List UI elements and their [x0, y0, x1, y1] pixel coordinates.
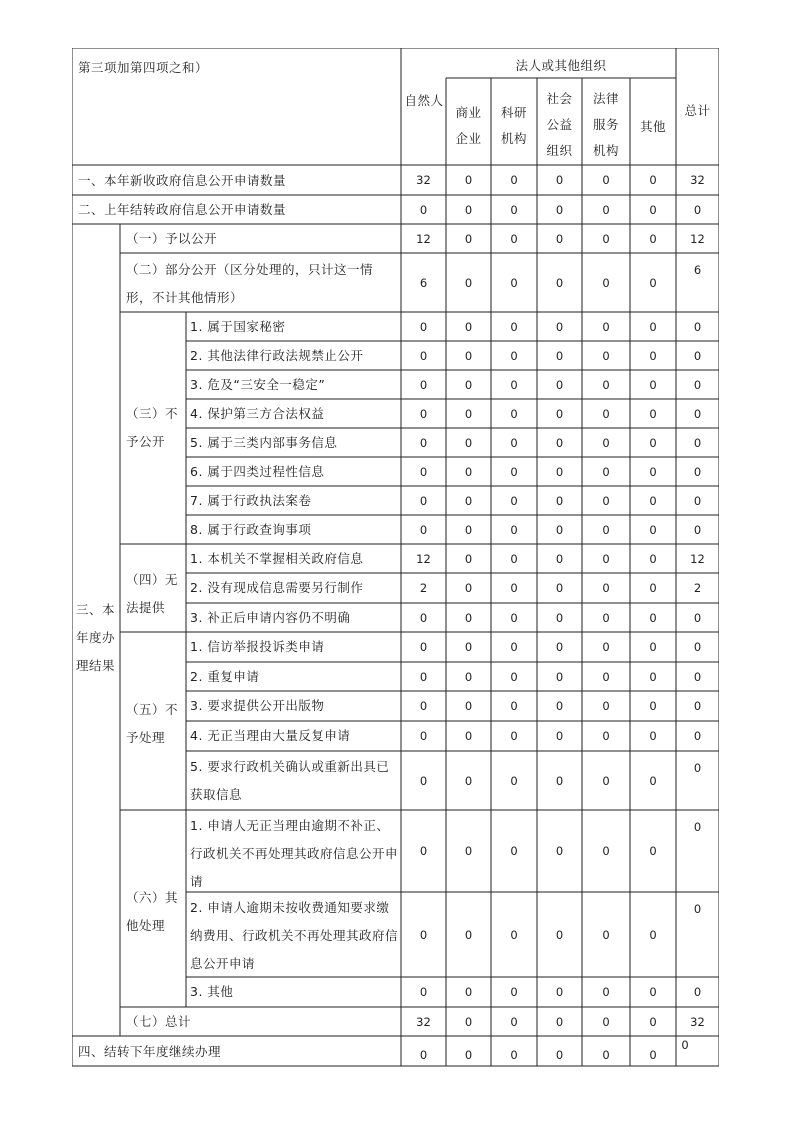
- not-disclose-item-7-label: 7. 属于行政执法案卷: [190, 492, 312, 508]
- cannot-provide-item-3-value-3: 0: [510, 610, 518, 625]
- not-disclose-item-3-value-5: 0: [602, 377, 610, 392]
- disclose-value-4: 0: [555, 231, 564, 246]
- cannot-provide-item-2-value-5: 0: [602, 581, 610, 595]
- other-process-item-3-value-7: 0: [693, 985, 702, 999]
- not-disclose-item-2-value-7: 0: [693, 348, 702, 363]
- disclose-label: （一）予以公开: [126, 231, 218, 246]
- cannot-provide-item-3-value-4: 0: [555, 610, 564, 625]
- other-process-item-1-value-1: 0: [419, 844, 428, 858]
- not-process-item-2-value-3: 0: [510, 669, 518, 684]
- not-process-item-5-value-6: 0: [649, 773, 657, 788]
- not-disclose-item-7-value-5: 0: [602, 493, 610, 508]
- cannot-provide-item-2-label: 2. 没有现成信息需要另行制作: [190, 580, 364, 595]
- other-process-item-1-value-7: 0: [693, 820, 702, 834]
- not-disclose-item-8-value-7: 0: [693, 522, 702, 537]
- other-process-item-3-value-6: 0: [649, 985, 657, 999]
- not-process-item-4-value-3: 0: [510, 729, 518, 743]
- cannot-provide-item-1-value-4: 0: [555, 551, 564, 566]
- cannot-provide-item-3-label: 3. 补正后申请内容仍不明确: [190, 609, 351, 625]
- not-process-label: （五）不予处理: [126, 702, 179, 745]
- not-process-item-1-value-3: 0: [510, 640, 518, 654]
- org-header-2: 科研机构: [500, 105, 527, 146]
- cannot-provide-item-1-value-2: 0: [464, 551, 473, 566]
- not-disclose-item-6-value-4: 0: [555, 464, 564, 479]
- carried-over-value-2: 0: [464, 202, 473, 217]
- not-process-item-5-value-7: 0: [693, 761, 702, 775]
- new-requests-value-3: 0: [510, 173, 518, 187]
- partial-value-6: 0: [649, 275, 657, 290]
- other-process-item-1-value-5: 0: [602, 844, 610, 858]
- not-process-item-3-value-1: 0: [419, 699, 428, 713]
- not-disclose-item-3-label: 3. 危及“三安全一稳定”: [190, 376, 326, 392]
- not-disclose-item-6-value-7: 0: [693, 464, 702, 479]
- new-requests-value-4: 0: [555, 173, 564, 187]
- subtotal-label: （七）总计: [126, 1014, 192, 1029]
- other-process-item-3-value-2: 0: [464, 985, 473, 999]
- disclose-value-1: 12: [416, 231, 431, 246]
- not-disclose-item-5-value-4: 0: [555, 435, 564, 450]
- not-disclose-label: （三）不予公开: [126, 406, 179, 449]
- other-process-item-2-value-2: 0: [464, 927, 473, 942]
- not-disclose-item-3-value-2: 0: [464, 377, 473, 392]
- partial-value-7: 6: [693, 263, 702, 277]
- not-process-item-4-value-7: 0: [693, 729, 702, 743]
- total-header: 总计: [684, 103, 711, 118]
- carry-next-value-6: 0: [649, 1048, 657, 1062]
- not-disclose-item-7-value-1: 0: [419, 493, 428, 508]
- new-requests-value-2: 0: [464, 173, 473, 187]
- not-disclose-item-1-value-5: 0: [602, 319, 610, 334]
- cannot-provide-item-2-value-3: 0: [510, 581, 518, 595]
- cannot-provide-item-1-value-5: 0: [602, 551, 610, 566]
- cannot-provide-item-3-value-6: 0: [649, 610, 657, 625]
- not-process-item-3-label: 3. 要求提供公开出版物: [190, 698, 325, 713]
- not-process-item-3-value-2: 0: [464, 699, 473, 713]
- not-process-item-5-value-1: 0: [419, 773, 428, 788]
- partial-value-2: 0: [464, 275, 473, 290]
- not-disclose-item-8-value-5: 0: [602, 522, 610, 537]
- other-process-item-3-value-1: 0: [419, 985, 428, 999]
- subtotal-value-6: 0: [649, 1014, 657, 1029]
- other-process-item-1-label: 1. 申请人无正当理由逾期不补正、行政机关不再处理其政府信息公开申请: [190, 818, 399, 889]
- other-process-item-3-value-5: 0: [602, 985, 610, 999]
- not-process-item-1-value-6: 0: [649, 640, 657, 654]
- not-disclose-item-3-value-4: 0: [555, 377, 564, 392]
- not-process-item-5-value-5: 0: [602, 773, 610, 788]
- not-disclose-item-1-value-6: 0: [649, 319, 657, 334]
- cannot-provide-item-3-value-1: 0: [419, 610, 428, 625]
- not-disclose-item-1-value-4: 0: [555, 319, 564, 334]
- carried-over-value-5: 0: [602, 202, 610, 217]
- carry-next-value-5: 0: [602, 1048, 610, 1062]
- carried-over-value-4: 0: [555, 202, 564, 217]
- carried-over-value-3: 0: [510, 202, 518, 217]
- subtotal-value-5: 0: [602, 1014, 610, 1029]
- not-disclose-item-8-value-3: 0: [510, 522, 518, 537]
- other-process-item-2-value-4: 0: [555, 927, 564, 942]
- new-requests-value-1: 32: [416, 173, 431, 187]
- not-process-item-3-value-4: 0: [555, 699, 564, 713]
- not-disclose-item-4-value-6: 0: [649, 406, 657, 421]
- other-process-item-3-value-4: 0: [555, 985, 564, 999]
- carry-next-value-1: 0: [419, 1048, 428, 1062]
- other-process-item-2-value-5: 0: [602, 927, 610, 942]
- not-disclose-item-2-value-1: 0: [419, 348, 428, 363]
- not-disclose-item-2-value-2: 0: [464, 348, 473, 363]
- not-disclose-item-7-value-6: 0: [649, 493, 657, 508]
- not-process-item-2-label: 2. 重复申请: [190, 668, 260, 684]
- row-carry-next-label: 四、结转下年度继续办理: [78, 1044, 222, 1059]
- not-disclose-item-5-value-5: 0: [602, 435, 610, 450]
- other-process-item-3-value-3: 0: [510, 985, 518, 999]
- not-disclose-item-2-label: 2. 其他法律行政法规禁止公开: [190, 347, 364, 363]
- other-process-item-2-value-7: 0: [693, 902, 702, 916]
- not-process-item-3-value-5: 0: [602, 699, 610, 713]
- cannot-provide-label: （四）无法提供: [126, 572, 179, 615]
- not-process-item-4-label: 4. 无正当理由大量反复申请: [190, 728, 351, 743]
- not-process-item-1-value-2: 0: [464, 640, 473, 654]
- not-disclose-item-7-value-7: 0: [693, 493, 702, 508]
- other-process-item-2-value-3: 0: [510, 927, 518, 942]
- not-process-item-1-value-4: 0: [555, 640, 564, 654]
- not-process-item-5-value-4: 0: [555, 773, 564, 788]
- other-process-item-2-value-1: 0: [419, 927, 428, 942]
- cannot-provide-item-2-value-2: 0: [464, 581, 473, 595]
- disclose-value-2: 0: [464, 231, 473, 246]
- cannot-provide-item-2-value-6: 0: [649, 581, 657, 595]
- carried-over-value-6: 0: [649, 202, 657, 217]
- not-disclose-item-5-value-6: 0: [649, 435, 657, 450]
- cannot-provide-item-1-label: 1. 本机关不掌握相关政府信息: [190, 550, 364, 566]
- not-disclose-item-6-value-6: 0: [649, 464, 657, 479]
- not-process-item-2-value-5: 0: [602, 669, 610, 684]
- not-disclose-item-7-value-4: 0: [555, 493, 564, 508]
- disclose-value-6: 0: [649, 231, 657, 246]
- org-header-1: 商业企业: [455, 105, 482, 146]
- not-disclose-item-4-value-3: 0: [510, 406, 518, 421]
- partial-label: （二）部分公开（区分处理的，只计这一情形，不计其他情形）: [126, 262, 374, 305]
- not-process-item-5-value-3: 0: [510, 773, 518, 788]
- not-process-item-4-value-5: 0: [602, 729, 610, 743]
- result-group-label: 三、本年度办理结果: [76, 602, 116, 673]
- not-disclose-item-6-label: 6. 属于四类过程性信息: [190, 463, 325, 479]
- not-disclose-item-6-value-1: 0: [419, 464, 428, 479]
- cannot-provide-item-1-value-7: 12: [690, 551, 705, 566]
- cannot-provide-item-1-value-3: 0: [510, 551, 518, 566]
- new-requests-value-6: 0: [649, 173, 657, 187]
- partial-value-3: 0: [510, 275, 518, 290]
- not-disclose-item-8-value-2: 0: [464, 522, 473, 537]
- carry-next-value-2: 0: [464, 1048, 473, 1062]
- new-requests-value-5: 0: [602, 173, 610, 187]
- disclose-value-5: 0: [602, 231, 610, 246]
- not-process-item-2-value-4: 0: [555, 669, 564, 684]
- not-disclose-item-6-value-5: 0: [602, 464, 610, 479]
- not-process-item-1-value-1: 0: [419, 640, 428, 654]
- not-process-item-5-label: 5. 要求行政机关确认或重新出具已获取信息: [190, 759, 390, 802]
- not-process-item-1-value-5: 0: [602, 640, 610, 654]
- other-process-item-1-value-2: 0: [464, 844, 473, 858]
- subtotal-value-3: 0: [510, 1014, 518, 1029]
- not-disclose-item-5-label: 5. 属于三类内部事务信息: [190, 434, 338, 450]
- natural-person-header: 自然人: [404, 93, 444, 108]
- subtotal-value-2: 0: [464, 1014, 473, 1029]
- not-disclose-item-1-value-3: 0: [510, 319, 518, 334]
- subtotal-value-1: 32: [416, 1014, 431, 1029]
- not-disclose-item-3-value-7: 0: [693, 377, 702, 392]
- not-process-item-1-value-7: 0: [693, 640, 702, 654]
- other-process-item-2-label: 2. 申请人逾期未按收费通知要求缴纳费用、行政机关不再处理其政府信息公开申请: [190, 900, 399, 971]
- not-disclose-item-5-value-1: 0: [419, 435, 428, 450]
- not-disclose-item-6-value-2: 0: [464, 464, 473, 479]
- org-header-3: 社会公益组织: [546, 91, 573, 158]
- not-process-item-2-value-1: 0: [419, 669, 428, 684]
- not-disclose-item-8-label: 8. 属于行政查询事项: [190, 521, 312, 537]
- not-disclose-item-8-value-4: 0: [555, 522, 564, 537]
- not-disclose-item-4-value-7: 0: [693, 406, 702, 421]
- carried-over-value-1: 0: [419, 202, 428, 217]
- not-disclose-item-2-value-4: 0: [555, 348, 564, 363]
- disclose-value-7: 12: [690, 231, 705, 246]
- partial-value-1: 6: [419, 275, 428, 290]
- cannot-provide-item-2-value-1: 2: [419, 581, 428, 595]
- not-process-item-5-value-2: 0: [464, 773, 473, 788]
- not-process-item-4-value-6: 0: [649, 729, 657, 743]
- cannot-provide-item-3-value-2: 0: [464, 610, 473, 625]
- not-disclose-item-3-value-3: 0: [510, 377, 518, 392]
- not-disclose-item-1-value-1: 0: [419, 319, 428, 334]
- not-disclose-item-3-value-1: 0: [419, 377, 428, 392]
- not-disclose-item-5-value-3: 0: [510, 435, 518, 450]
- not-process-item-4-value-2: 0: [464, 729, 473, 743]
- disclosure-statistics-table: [72, 48, 719, 1068]
- not-process-item-2-value-7: 0: [693, 669, 702, 684]
- partial-value-4: 0: [555, 275, 564, 290]
- not-process-item-4-value-4: 0: [555, 729, 564, 743]
- not-disclose-item-5-value-2: 0: [464, 435, 473, 450]
- row-new-requests-label: 一、本年新收政府信息公开申请数量: [78, 173, 287, 188]
- org-group-header: 法人或其他组织: [515, 58, 607, 73]
- row-carried-over-label: 二、上年结转政府信息公开申请数量: [78, 202, 287, 217]
- not-disclose-item-2-value-6: 0: [649, 348, 657, 363]
- cannot-provide-item-2-value-4: 0: [555, 581, 564, 595]
- not-disclose-item-2-value-3: 0: [510, 348, 518, 363]
- carry-next-value-4: 0: [555, 1048, 564, 1062]
- other-process-label: （六）其他处理: [126, 890, 179, 933]
- other-process-item-1-value-4: 0: [555, 844, 564, 858]
- subtotal-value-4: 0: [555, 1014, 564, 1029]
- cannot-provide-item-1-value-6: 0: [649, 551, 657, 566]
- not-disclose-item-6-value-3: 0: [510, 464, 518, 479]
- partial-value-5: 0: [602, 275, 610, 290]
- not-disclose-item-4-value-2: 0: [464, 406, 473, 421]
- cannot-provide-item-3-value-5: 0: [602, 610, 610, 625]
- not-process-item-4-value-1: 0: [419, 729, 428, 743]
- carry-next-value-3: 0: [510, 1048, 518, 1062]
- not-process-item-3-value-3: 0: [510, 699, 518, 713]
- not-disclose-item-8-value-1: 0: [419, 522, 428, 537]
- not-disclose-item-4-value-4: 0: [555, 406, 564, 421]
- not-disclose-item-4-label: 4. 保护第三方合法权益: [190, 405, 325, 421]
- not-disclose-item-4-value-1: 0: [419, 406, 428, 421]
- not-disclose-item-5-value-7: 0: [693, 435, 702, 450]
- not-process-item-1-label: 1. 信访举报投诉类申请: [190, 639, 325, 654]
- header-corner-text: 第三项加第四项之和）: [78, 60, 209, 75]
- subtotal-value-7: 32: [690, 1014, 705, 1029]
- not-disclose-item-4-value-5: 0: [602, 406, 610, 421]
- not-disclose-item-3-value-6: 0: [649, 377, 657, 392]
- carried-over-value-7: 0: [693, 202, 702, 217]
- not-process-item-2-value-6: 0: [649, 669, 657, 684]
- other-process-item-2-value-6: 0: [649, 927, 657, 942]
- cannot-provide-item-3-value-7: 0: [693, 610, 702, 625]
- other-process-item-1-value-3: 0: [510, 844, 518, 858]
- cannot-provide-item-1-value-1: 12: [416, 551, 431, 566]
- carry-next-value-7: 0: [681, 1038, 689, 1052]
- not-disclose-item-2-value-5: 0: [602, 348, 610, 363]
- not-process-item-3-value-7: 0: [693, 699, 702, 713]
- not-disclose-item-1-label: 1. 属于国家秘密: [190, 318, 286, 334]
- not-disclose-item-1-value-2: 0: [464, 319, 473, 334]
- cannot-provide-item-2-value-7: 2: [693, 581, 702, 595]
- not-process-item-2-value-2: 0: [464, 669, 473, 684]
- new-requests-value-7: 32: [690, 173, 705, 187]
- not-disclose-item-7-value-2: 0: [464, 493, 473, 508]
- not-process-item-3-value-6: 0: [649, 699, 657, 713]
- not-disclose-item-1-value-7: 0: [693, 319, 702, 334]
- other-process-item-3-label: 3. 其他: [190, 984, 234, 999]
- org-header-5: 其他: [639, 119, 666, 134]
- other-process-item-1-value-6: 0: [649, 844, 657, 858]
- not-disclose-item-8-value-6: 0: [649, 522, 657, 537]
- disclose-value-3: 0: [510, 231, 518, 246]
- not-disclose-item-7-value-3: 0: [510, 493, 518, 508]
- org-header-4: 法律服务机构: [592, 91, 619, 158]
